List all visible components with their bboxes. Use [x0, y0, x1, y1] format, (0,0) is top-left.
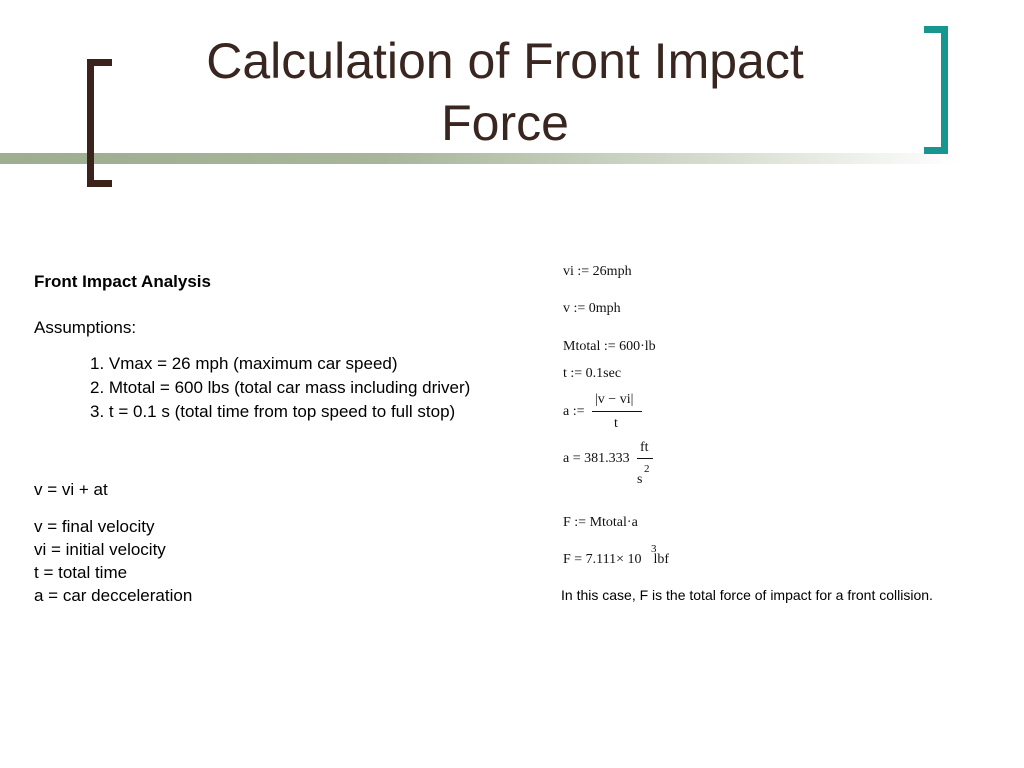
page-title [150, 30, 860, 154]
math-f-unit: lbf [653, 552, 670, 567]
variable-definitions [34, 515, 192, 607]
left-bracket-decoration [87, 59, 112, 187]
math-f-base: F = 7.111× 10 [563, 552, 642, 567]
math-vi: vi := 26mph [563, 264, 632, 279]
math-a-unit-denominator: s [637, 472, 643, 487]
math-f-exponent: 3 [651, 543, 657, 555]
math-a-unit-numerator: ft [640, 440, 649, 455]
title-underline [0, 153, 960, 164]
section-heading: Front Impact Analysis [34, 272, 211, 291]
definition-item: a = car decceleration [34, 586, 193, 605]
definition-item: t = total time [34, 563, 128, 582]
assumption-item: 3. t = 0.1 s (total time from top speed to full stop) [90, 402, 456, 421]
math-a-unit-exponent: 2 [644, 463, 650, 475]
math-a-lhs: a := [563, 404, 585, 419]
kinematics-equation: v = vi + at [34, 480, 108, 499]
assumptions-label: Assumptions: [34, 318, 137, 337]
math-f-definition: F := Mtotal·a [563, 515, 638, 530]
definition-item: vi = initial velocity [34, 540, 166, 559]
title-line-2: Force [441, 95, 569, 151]
conclusion-note: In this case, F is the total force of impact for a front collision. [561, 587, 933, 603]
math-mtotal: Mtotal := 600·lb [563, 339, 656, 354]
math-a-fraction-bar [592, 411, 642, 412]
assumptions-list [90, 352, 470, 424]
assumption-item: 1. Vmax = 26 mph (maximum car speed) [90, 354, 398, 373]
definition-item: v = final velocity [34, 517, 155, 536]
math-a-result: a = 381.333 [563, 451, 630, 466]
math-a-numerator: |v − vi| [595, 392, 634, 407]
math-a-denominator: t [614, 416, 618, 431]
math-t: t := 0.1sec [563, 366, 622, 381]
math-v: v := 0mph [563, 301, 621, 316]
math-a-unit-bar [637, 458, 653, 459]
assumption-item: 2. Mtotal = 600 lbs (total car mass including driver) [90, 378, 471, 397]
title-line-1: Calculation of Front Impact [206, 33, 804, 89]
right-bracket-decoration [924, 26, 948, 154]
